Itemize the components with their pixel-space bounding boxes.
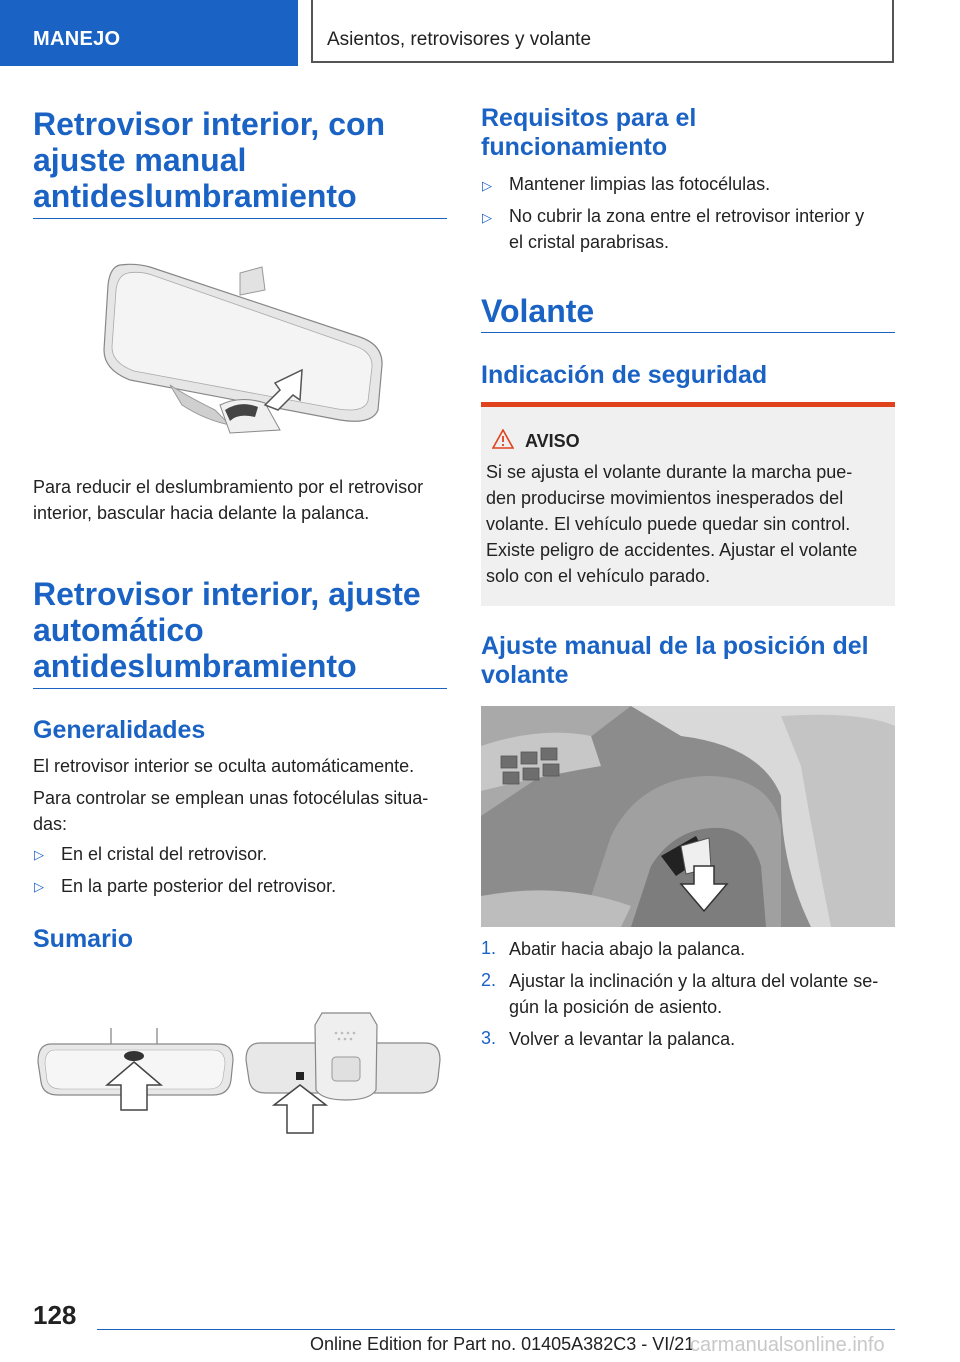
warning-text xyxy=(486,459,891,589)
bullet-triangle-icon: ▷ xyxy=(34,847,44,862)
heading-line: ajuste manual xyxy=(33,142,247,178)
paragraph-photocells xyxy=(33,785,453,837)
heading-line: automático xyxy=(33,612,204,648)
heading-line: Requisitos para el xyxy=(481,104,697,132)
step-text: Volver a levantar la palanca. xyxy=(509,1029,736,1049)
footer-rule xyxy=(97,1329,895,1330)
watermark: carmanualsonline.info xyxy=(690,1334,885,1356)
page-number: 128 xyxy=(33,1300,77,1330)
list-item: En la parte posterior del retrovisor. xyxy=(61,876,337,896)
step-number: 1. xyxy=(481,938,497,958)
paragraph-line: interior, bascular hacia delante la palanca. xyxy=(33,503,370,523)
paragraph-auto-hide: El retrovisor interior se oculta automáticamente. xyxy=(33,756,415,776)
heading-seguridad: Indicación de seguridad xyxy=(481,361,768,389)
heading-rule xyxy=(33,688,447,689)
heading-line: Ajuste manual de la posición del xyxy=(481,632,869,660)
heading-generalidades: Generalidades xyxy=(33,716,206,744)
warning-box xyxy=(481,402,895,606)
bullet-triangle-icon: ▷ xyxy=(34,879,44,894)
heading-line: funcionamiento xyxy=(481,133,668,161)
step-line: gún la posición de asiento. xyxy=(509,997,723,1017)
list-item-line: No cubrir la zona entre el retrovisor interior y xyxy=(509,206,865,226)
steering-lever-illustration xyxy=(481,706,895,927)
bullet-triangle-icon: ▷ xyxy=(482,178,492,193)
list-item: En el cristal del retrovisor. xyxy=(61,844,268,864)
section-label: MANEJO xyxy=(33,28,121,50)
paragraph-line: Para controlar se emplean unas fotocélulas situa‐ xyxy=(33,788,429,808)
chapter-label: Asientos, retrovisores y volante xyxy=(327,29,592,50)
list-item: Mantener limpias las fotocélulas. xyxy=(509,174,771,194)
heading-rule xyxy=(33,218,447,219)
step-number: 3. xyxy=(481,1028,497,1048)
warning-triangle-icon xyxy=(492,429,514,449)
warning-line: Existe peligro de accidentes. Ajustar el volante xyxy=(486,540,858,560)
step-number: 2. xyxy=(481,970,497,990)
heading-volante: Volante xyxy=(481,293,595,329)
warning-line: Si se ajusta el volante durante la marcha pue‐ xyxy=(486,462,853,482)
step-line: Ajustar la inclinación y la altura del volante se‐ xyxy=(509,971,879,991)
heading-line: volante xyxy=(481,661,569,689)
section-tab xyxy=(0,0,298,66)
mirror-rear-illustration xyxy=(240,1005,445,1140)
heading-line: antideslumbramiento xyxy=(33,648,357,684)
heading-manual-mirror xyxy=(33,106,453,214)
heading-sumario: Sumario xyxy=(33,925,134,953)
caption-manual-mirror xyxy=(33,474,453,526)
chapter-header xyxy=(311,0,894,63)
mirror-manual-illustration xyxy=(90,245,390,445)
heading-line: Retrovisor interior, ajuste xyxy=(33,576,421,612)
list-item xyxy=(509,203,899,255)
bullet-triangle-icon: ▷ xyxy=(482,210,492,225)
step-text: Abatir hacia abajo la palanca. xyxy=(509,939,746,959)
heading-rule xyxy=(481,332,895,333)
heading-line: antideslumbramiento xyxy=(33,178,357,214)
warning-line: volante. El vehículo puede quedar sin control. xyxy=(486,514,851,534)
warning-line: den producirse movimientos inesperados del xyxy=(486,488,844,508)
list-item-line: el cristal parabrisas. xyxy=(509,232,670,252)
warning-label: AVISO xyxy=(525,431,580,451)
mirror-front-illustration xyxy=(33,1020,238,1140)
heading-requisitos xyxy=(481,104,901,162)
heading-auto-mirror xyxy=(33,576,453,684)
step-text xyxy=(509,968,899,1020)
heading-ajuste-manual xyxy=(481,632,901,690)
edition-text: Online Edition for Part no. 01405A382C3 - VI/21 xyxy=(310,1334,695,1354)
warning-line: solo con el vehículo parado. xyxy=(486,566,711,586)
paragraph-line: Para reducir el deslumbramiento por el retrovisor xyxy=(33,477,424,497)
heading-line: Retrovisor interior, con xyxy=(33,106,386,142)
paragraph-line: das: xyxy=(33,814,68,834)
